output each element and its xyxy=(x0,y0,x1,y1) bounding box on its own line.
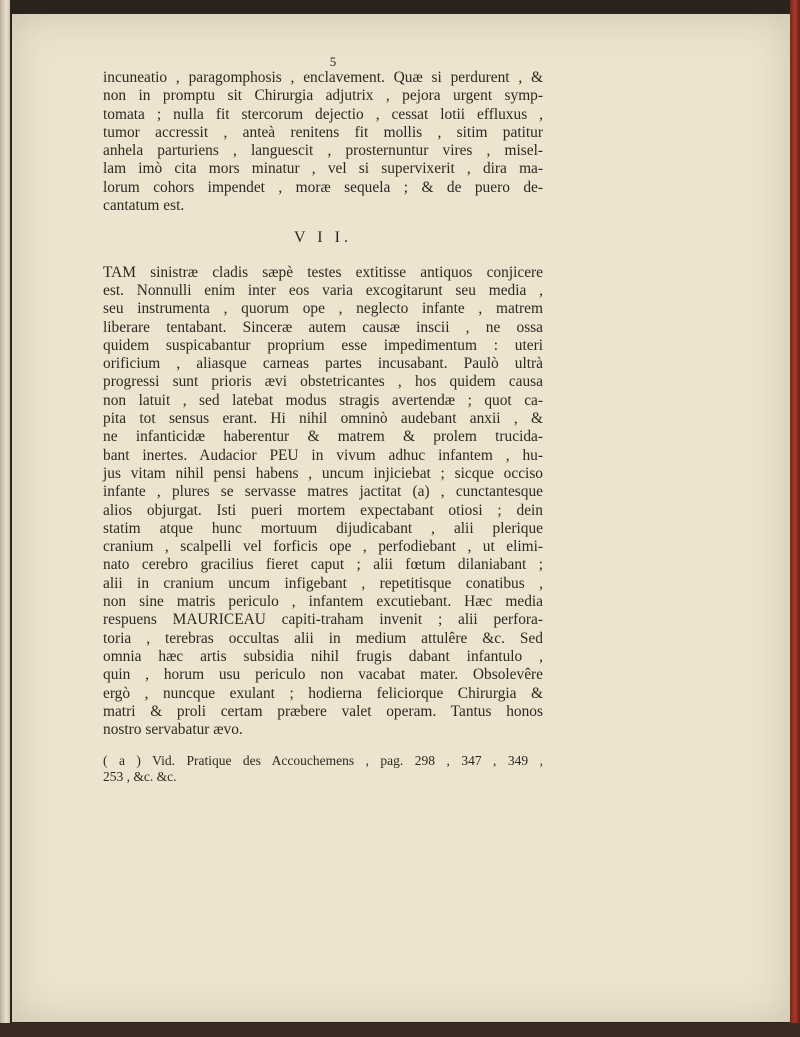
text-line: anhela parturiens , languescit , prosternuntur vires , misel- xyxy=(103,142,543,160)
paragraph-1 xyxy=(103,69,543,215)
text-line: est. Nonnulli enim inter eos varia excogitarunt seu media , xyxy=(103,281,543,299)
text-line: non latuit , sed latebat modus stragis avertendæ ; quot ca- xyxy=(103,391,543,409)
text-line: nostro servabatur ævo. xyxy=(103,721,243,739)
text-line: quidem suspicabantur proprium esse impedimentum : uteri xyxy=(103,336,543,354)
text-line: non in promptu sit Chirurgia adjutrix , pejora urgent symp- xyxy=(103,87,543,105)
section-heading: V I I. xyxy=(294,229,352,247)
text-line: 253 , &c. &c. xyxy=(103,769,177,785)
page-number: 5 xyxy=(329,54,337,69)
text-line: lorum cohors impendet , moræ sequela ; & de puero de- xyxy=(103,178,543,196)
paragraph-2 xyxy=(103,264,543,740)
text-line: omnia hæc artis subsidia nihil frugis dabant infantulo , xyxy=(103,647,543,665)
text-line: TAM sinistræ cladis sæpè testes extitisse antiquos conjicere xyxy=(103,263,543,281)
text-line: matri & proli certam præbere valet operam. Tantus honos xyxy=(103,702,543,720)
text-line: ergò , nuncque exulant ; hodierna feliciorque Chirurgia & xyxy=(103,684,543,702)
text-line: progressi sunt prioris ævi obstetricantes , hos quidem causa xyxy=(103,373,543,391)
book-bottom-edge xyxy=(0,1023,800,1037)
page-text-block xyxy=(103,55,543,785)
text-line: non sine matris periculo , infantem excutiebant. Hæc media xyxy=(103,593,543,611)
text-line: statim atque hunc mortuum dijudicabant , alii plerique xyxy=(103,519,543,537)
text-line: tomata ; nulla fit stercorum dejectio , cessat lotii effluxus , xyxy=(103,105,543,123)
text-line: liberare tentabant. Sinceræ autem causæ inscii , ne ossa xyxy=(103,318,543,336)
text-line: ne infanticidæ haberentur & matrem & prolem trucida- xyxy=(103,428,543,446)
book-spine-edge xyxy=(0,0,10,1037)
text-line: seu instrumenta , quorum ope , neglecto infante , matrem xyxy=(103,300,543,318)
text-line: toria , terebras occultas alii in medium attulêre &c. Sed xyxy=(103,629,543,647)
text-line: quin , horum usu periculo non vacabat mater. Obsolevêre xyxy=(103,666,543,684)
footnote xyxy=(103,753,543,785)
text-line: bant inertes. Audacior PEU in vivum adhuc infantem , hu- xyxy=(103,446,543,464)
text-line: alios objurgat. Isti pueri mortem expectabant otiosi ; dein xyxy=(103,501,543,519)
text-line: jus vitam nihil pensi habens , uncum injiciebat ; sicque occiso xyxy=(103,464,543,482)
text-line: incuneatio , paragomphosis , enclavement. Quæ si perdurent , & xyxy=(103,69,543,86)
text-line: ( a ) Vid. Pratique des Accouchemens , pag. 298 , 347 , 349 , xyxy=(103,753,543,769)
text-line: tumor accressit , anteà renitens fit mollis , sitim patitur xyxy=(103,123,543,141)
text-line: infante , plures se servasse matres jactitat (a) , cunctantesque xyxy=(103,483,543,501)
text-line: orificium , aliasque carneas partes incusabant. Paulò ultrà xyxy=(103,355,543,373)
text-line: lam imò cita mors minatur , vel si supervixerit , dira ma- xyxy=(103,160,543,178)
text-line: cranium , scalpelli vel forficis ope , perfodiebant , ut elimi- xyxy=(103,538,543,556)
text-line: pita tot sensus erant. Hi nihil omninò audebant anxii , & xyxy=(103,410,543,428)
book-cover-edge xyxy=(790,0,800,1037)
text-line: alii in cranium uncum infigebant , repetitisque conatibus , xyxy=(103,574,543,592)
text-line: nato cerebro gracilius fieret caput ; alii fœtum dilaniabant ; xyxy=(103,556,543,574)
text-line: cantatum est. xyxy=(103,197,185,215)
text-line: respuens MAURICEAU capiti-traham invenit ; alii perfora- xyxy=(103,611,543,629)
